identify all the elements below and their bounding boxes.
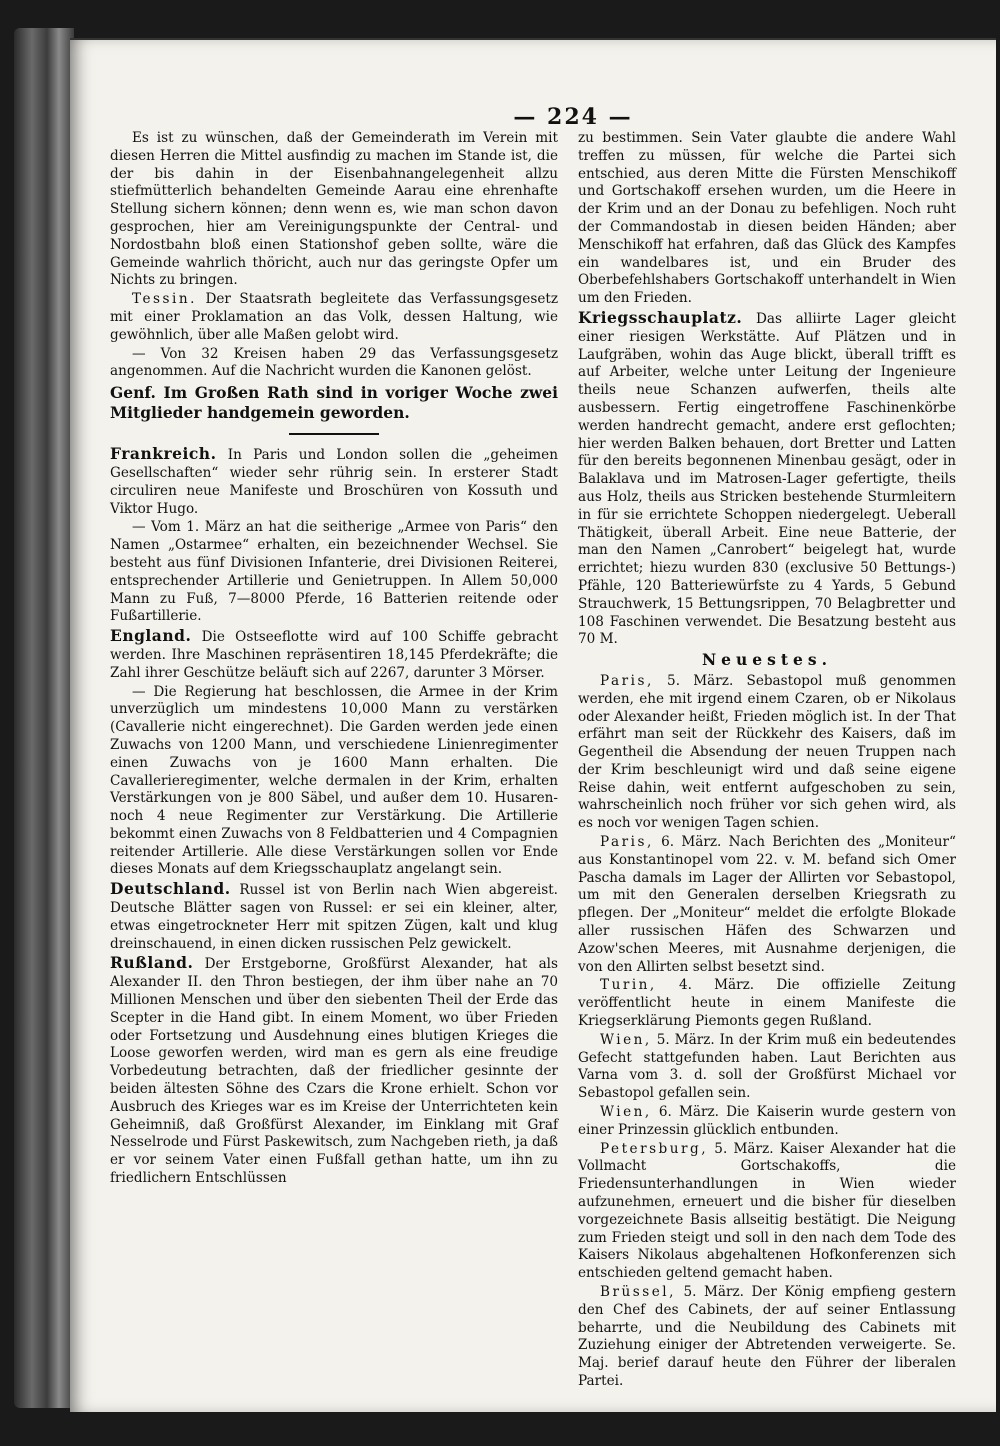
paragraph-england	[110, 627, 558, 682]
right-column	[578, 130, 956, 1392]
paragraph-wien-1	[578, 1032, 956, 1103]
text-paris-1: 5. März. Sebastopol muß genommen werden, ehe mit irgend einem Czaren, ob er Nikolaus oder Alexander heißt, Frieden möglich ist. In der That erfährt man seit der Rückkehr des Kaisers, daß im Gegentheil die Absendung der neuen Truppen nach der Krim beschleunigt wird und daß seine eigene Reise dahin, weit entfernt aufgeschoben zu sein, wahrscheinlich noch früher vor sich gehen wird, als es noch vor wenigen Tagen schien.	[578, 672, 956, 832]
section-heading-deutschland: Deutschland.	[110, 879, 231, 899]
dateline-petersburg: Petersburg,	[600, 1140, 709, 1157]
text-frankreich: In Paris und London sollen die „geheimen Gesellschaften“ wieder sehr rührig sein. In ersterer Stadt circuliren neue Manifeste und Broschüren von Kossuth und Viktor Hugo.	[110, 447, 558, 517]
paragraph-turin	[578, 977, 956, 1030]
text-kriegsschauplatz: Das alliirte Lager gleicht einer riesigen Werkstätte. Auf Plätzen und in Laufgräben, wohin das Auge blickt, überall trifft es auf Arbeiter, welche unter Leitung der Ingenieure theils neue Schanzen aufwerfen, theils alte ausbessern. Fertig eingetroffene Faschinenkörbe werden handrecht gemacht, andere erst geflochten; hier werden Balken behauen, dort Bretter und Latten für den bereits begonnenen Minenbau gesägt, oder in Balaklava und im Matrosen-Lager gefertigte, theils aus Holz, theils aus Stricken bestehende Sturmleitern in für sie errichtete Schoppen niedergelegt. Ueberall Thätigkeit, überall Arbeit. Eine neue Batterie, der man den Namen „Canrobert“ beigelegt hat, wurde errichtet; hiezu wurden 830 (exclusive 50 Bettungs-) Pfähle, 120 Batteriewürfste zu 4 Yards, 5 Gebund Strauchwerk, 15 Bettungsrippen, 70 Belagbretter und 108 Faschinen verwendet. Die Besatzung besteht aus 70 M.	[578, 310, 956, 648]
dateline-bruessel: Brüssel,	[600, 1284, 676, 1300]
text-tessin: Der Staatsrath begleitete das Verfassungsgesetz mit einer Proklamation an das Volk, dessen Haltung, wie gewöhnlich, über alle Maßen gelobt wird.	[110, 291, 558, 343]
section-heading-england: England.	[110, 626, 192, 646]
paragraph-kreise: — Von 32 Kreisen haben 29 das Verfassungsgesetz angenommen. Auf die Nachricht wurden die Kanonen gelöst.	[110, 345, 558, 380]
text-russland: Der Erstgeborne, Großfürst Alexander, hat als Alexander II. den Thron bestiegen, der ihm über nahe an 70 Millionen Menschen und über den siebenten Theil der Erde das Scepter in die Hand gibt. In einem Moment, wo über Frieden oder Fortsetzung und Ausdehnung eines blutigen Krieges die Loose geworfen werden, wird man es gern als eine freudige Vorbedeutung betrachten, daß der friedlicher gesinnte der beiden ältesten Söhne des Czars die Krone erhielt. Schon vor Ausbruch des Krieges war es im Kreise der Unterrichteten kein Geheimniß, daß Großfürst Alexander, im Einklang mit Graf Nesselrode und Fürst Paskewitsch, zum Nachgeben rieth, ja daß er vor seinem Vater einen Fußfall gethan hatte, um ihn zu friedlichern Entschlüssen	[110, 956, 559, 1187]
paragraph-tessin	[110, 291, 558, 344]
dateline-wien-1: Wien,	[600, 1031, 652, 1048]
paragraph-bruessel	[578, 1284, 956, 1391]
section-heading-neuestes: Neuestes.	[701, 650, 833, 670]
paragraph-paris-2	[578, 834, 956, 976]
paragraph-wien-2	[578, 1104, 956, 1140]
dateline-wien-2: Wien,	[600, 1104, 652, 1121]
text-petersburg: 5. März. Kaiser Alexander hat die Vollmacht Gortschakoffs, die Friedensunterhandlungen in Wien wieder aufzunehmen, erneuert und die bisher für dieselben vorgezeichnete Basis allseitig bestätigt. Die Neigung zum Frieden steigt und soll in den nach dem Tode des Kaisers Nikolaus abgehaltenen Hofkonferenzen sich entschieden geltend gemacht haben.	[578, 1140, 956, 1282]
paragraph-ostarmee: — Vom 1. März an hat die seitherige „Armee von Paris“ den Namen „Ostarmee“ erhalten, ein bezeichnender Wechsel. Sie besteht aus fünf Divisionen Infanterie, drei Divisionen Reiterei, entsprechender Artillerie und Genietruppen. In Allem 50,000 Mann zu Fuß, 7—8000 Pferde, 16 Batterien reitende oder Fußartillerie.	[110, 519, 558, 625]
section-heading-kriegsschauplatz: Kriegsschauplatz.	[578, 307, 743, 327]
dateline-paris-1: Paris,	[600, 672, 654, 689]
dateline-turin: Turin,	[600, 977, 657, 994]
paragraph-regierung: — Die Regierung hat beschlossen, die Armee in der Krim unverzüglich um mindestens 10,000 Mann zu verstärken (Cavallerie nicht eingerechnet). Die Garden werden jede einen Zuwachs von 1200 Mann, und verschiedene Linienregimenter einen Zuwachs von je 1600 Mann erhalten. Die Cavallerieregimenter, welche dermalen in der Krim, erhalten Verstärkungen von je 800 Säbel, und außer dem 10. Husaren- noch 4 neue Regimenter zur Verstärkung. Die Artillerie bekommt einen Zuwachs von 8 Feldbatterien und 4 Compagnien reitender Artillerie. Alle diese Verstärkungen sollen vor Ende dieses Monats auf dem Kriegsschauplatz angelangt sein.	[110, 683, 558, 878]
paragraph-deutschland	[110, 880, 558, 953]
paragraph-petersburg	[578, 1141, 956, 1283]
text-turin: 4. März. Die offizielle Zeitung veröffentlicht heute in einem Manifeste die Kriegserklärung Piemonts gegen Rußland.	[578, 977, 956, 1030]
paragraph-paris-1	[578, 673, 956, 833]
dateline-paris-2: Paris,	[600, 834, 654, 851]
text-england: Die Ostseeflotte wird auf 100 Schiffe gebracht werden. Ihre Maschinen repräsentiren 18,145 Pferdekräfte; die Zahl ihrer Geschütze beläuft sich auf 2267, darunter 3 Mörser.	[110, 629, 558, 681]
text-wien-2: 6. März. Die Kaiserin wurde gestern von einer Prinzessin glücklich entbunden.	[578, 1104, 956, 1138]
text-bruessel: 5. März. Der König empfieng gestern den Chef des Cabinets, der auf seiner Entlassung beharrte, und die Neubildung des Cabinets mit Zuziehung einiger der Abtretenden verweigerte. Se. Maj. berief darauf heute den Führer der liberalen Partei.	[578, 1284, 956, 1389]
text-deutschland: Russel ist von Berlin nach Wien abgereist. Deutsche Blätter sagen von Russel: er sei ein kleiner, alter, etwas eingetrockneter Herr mit spitzen Zügen, kalt und klug dreinschauend, in einen dicken russischen Pelz gewickelt.	[110, 882, 558, 952]
page-number: — 224 —	[513, 104, 633, 130]
text-paris-2: 6. März. Nach Berichten des „Moniteur“ aus Konstantinopel vom 22. v. M. befand sich Omer Pascha damals im Lager der Allirten vor Sebastopol, um mit den Generalen derselben Kriegsrath zu pflegen. Der „Moniteur“ meldet die erfolgte Blokade aller russischen Häfen des Schwarzen und Azow'schen Meeres, mit Ausnahme derjenigen, die von den Allirten selbst besetzt sind.	[578, 834, 956, 975]
book-spine-edge	[14, 28, 74, 1408]
paragraph-kriegsschauplatz	[578, 309, 956, 649]
dateline-tessin: Tessin.	[132, 291, 197, 308]
section-divider	[289, 433, 379, 435]
paragraph-aarau: Es ist zu wünschen, daß der Gemeinderath im Verein mit diesen Herren die Mittel ausfindig zu machen im Stande ist, die der bis dahin in der Eisenbahnangelegenheit allzu stiefmütterlich behandelten Gemeinde Aarau eine ehrenhafte Stellung sichern können; denn wenn es, wie man schon davon gesprochen, hier am Vereinigungspunkte der Central- und Nordostbahn bloß einen Stationshof geben sollte, wäre die Gemeinde wahrlich thöricht, auch nur das geringste Opfer um Nichts zu bringen.	[110, 130, 558, 289]
paragraph-continuation: zu bestimmen. Sein Vater glaubte die andere Wahl treffen zu müssen, für welche die Partei sich entschied, aus deren Mitte die Fürsten Menschikoff und Gortschakoff ersehen wurden, um die Heere in der Krim und an der Donau zu befehligen. Noch ruht der Commandostab in diesen beiden Händen; aber Menschikoff hat erfahren, daß das Glück des Kampfes ein wandelbares ist, und ein Bruder des Oberbefehlshabers Gortschakoff unterhandelt in Wien um den Frieden.	[578, 130, 956, 307]
section-heading-russland: Rußland.	[110, 953, 194, 973]
heading-genf: Genf. Im Großen Rath sind in voriger Woche zwei Mitglieder handgemein geworden.	[110, 383, 558, 423]
paragraph-russland	[110, 954, 558, 1187]
paragraph-frankreich	[110, 445, 558, 518]
text-wien-1: 5. März. In der Krim muß ein bedeutendes Gefecht stattgefunden haben. Laut Berichten aus Varna vom 3. d. soll der Großfürst Michael vor Sebastopol gefallen sein.	[578, 1031, 956, 1102]
left-column	[110, 130, 558, 1189]
section-heading-frankreich: Frankreich.	[110, 444, 217, 464]
